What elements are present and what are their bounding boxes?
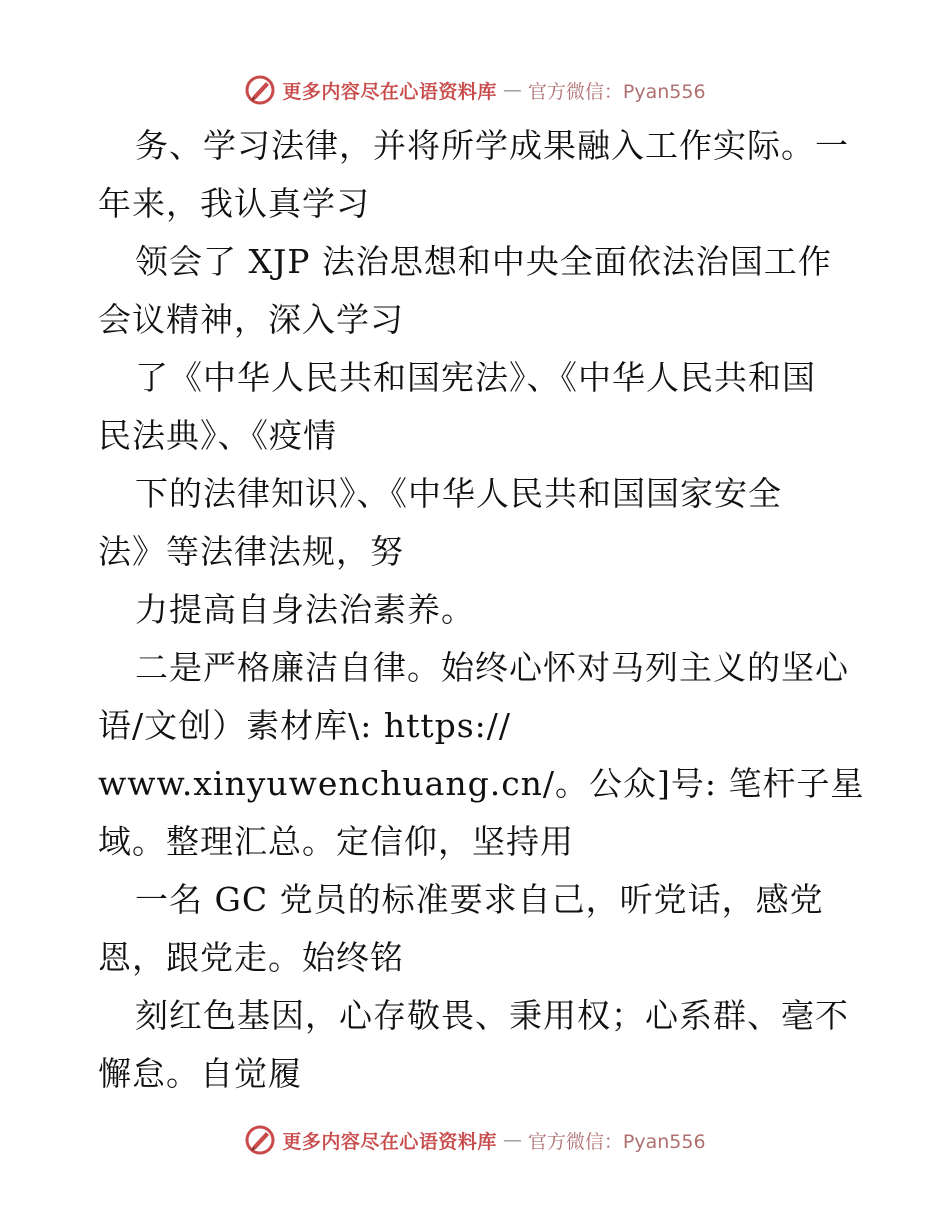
text-line: 法》等法律法规，努 bbox=[98, 532, 404, 571]
text-line: 了《中华人民共和国宪法》、《中华人民共和国 bbox=[135, 358, 816, 397]
text-line: 刻红色基因，心存敬畏、秉用权；心系群、毫不 bbox=[135, 996, 849, 1035]
text-line: 会议精神，深入学习 bbox=[98, 300, 404, 339]
footer-slogan: 更多内容尽在心语资料库 bbox=[282, 1130, 497, 1153]
text-line: 下的法律知识》、《中华人民共和国国家安全 bbox=[135, 474, 782, 513]
text-line: 语/文创）素材库\: https:// bbox=[98, 706, 512, 745]
header-slogan: 更多内容尽在心语资料库 bbox=[282, 80, 497, 103]
text-line: 力提高自身法治素养。 bbox=[135, 590, 475, 629]
text-line: 恩，跟党走。始终铭 bbox=[98, 938, 404, 977]
logo-icon bbox=[244, 1124, 276, 1156]
document-body bbox=[98, 117, 865, 1103]
text-line: 域。整理汇总。定信仰，坚持用 bbox=[98, 822, 574, 861]
text-line: 领会了 XJP 法治思想和中央全面依法治国工作 bbox=[135, 242, 832, 281]
text-line: 务、学习法律，并将所学成果融入工作实际。一 bbox=[135, 126, 849, 165]
text-line: 二是严格廉洁自律。始终心怀对马列主义的坚心 bbox=[135, 648, 849, 687]
footer-dash: — bbox=[502, 1129, 522, 1151]
header-banner bbox=[0, 72, 950, 108]
text-line: 一名 GC 党员的标准要求自己，听党话，感党 bbox=[135, 880, 824, 919]
text-line: www.xinyuwenchuang.cn/。公众]号: 笔杆子星 bbox=[98, 764, 865, 803]
logo-icon bbox=[244, 74, 276, 106]
text-line: 民法典》、《疫情 bbox=[98, 416, 337, 455]
header-dash: — bbox=[502, 79, 522, 101]
footer-contact: 官方微信：Pyan556 bbox=[527, 1130, 706, 1153]
header-contact: 官方微信：Pyan556 bbox=[527, 80, 706, 103]
footer-banner bbox=[0, 1122, 950, 1158]
text-line: 年来，我认真学习 bbox=[98, 184, 370, 223]
text-line: 懈怠。自觉履 bbox=[98, 1054, 302, 1093]
